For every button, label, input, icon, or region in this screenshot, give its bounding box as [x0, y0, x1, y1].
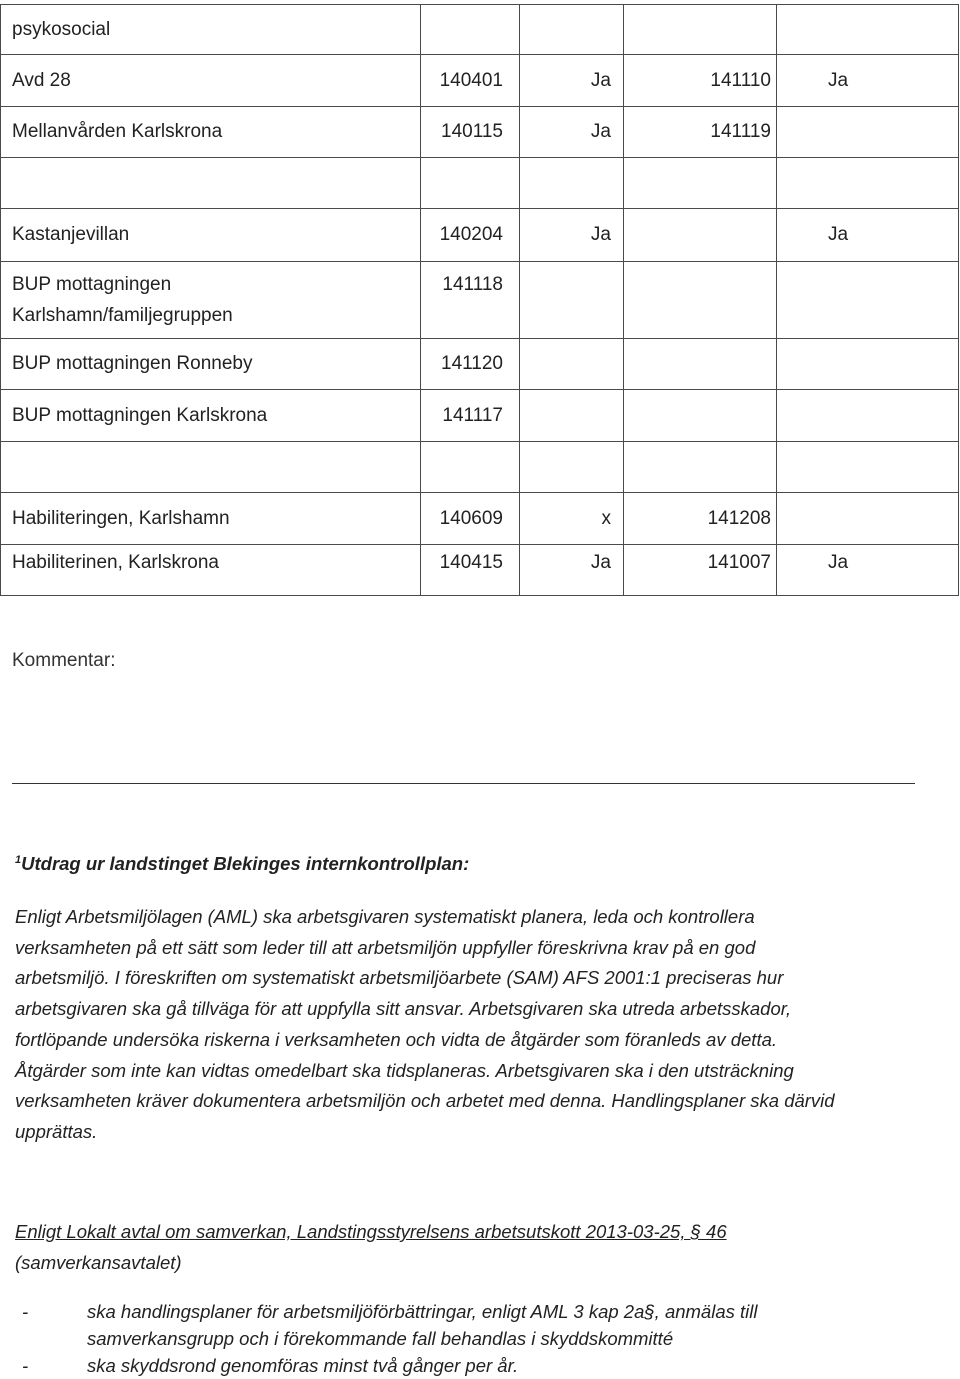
date-1: 140609: [421, 493, 520, 544]
paragraph-line: arbetsmiljö. I föreskriften om systematiskt arbetsmiljöarbete (SAM) AFS 2001:1 preciseras hur: [15, 967, 784, 989]
answer-2: Ja: [777, 55, 959, 106]
facility-name: [1, 442, 421, 492]
list-item: [15, 1298, 935, 1352]
facility-name: Kastanjevillan: [1, 209, 421, 261]
facility-name: BUP mottagningen Karlskrona: [1, 390, 421, 441]
table-row: [1, 55, 959, 107]
date-2: [624, 262, 777, 338]
footnote-title: [15, 853, 935, 875]
date-1: 141118: [421, 262, 520, 338]
paragraph-line: fortlöpande undersöka riskerna i verksamheten och vidta de åtgärder som föranleds av detta.: [15, 1028, 778, 1050]
paragraph-line: Åtgärder som inte kan vidtas omedelbart ska tidsplaneras. Arbetsgivaren ska i den utsträckning: [15, 1059, 794, 1081]
date-1: 140415: [421, 545, 520, 595]
date-1: [421, 5, 520, 54]
date-2: 141110: [624, 55, 777, 106]
date-1: 141117: [421, 390, 520, 441]
facility-name: Habiliterinen, Karlskrona: [1, 545, 421, 595]
facility-name: [1, 262, 421, 338]
agreement-line: (samverkansavtalet): [15, 1252, 182, 1273]
paragraph-line: verksamheten på ett sätt som leder till att arbetsmiljön uppfyller föreskrivna krav på en god: [15, 936, 756, 958]
answer-2: [777, 158, 959, 208]
facility-name-line: BUP mottagningen: [12, 274, 172, 295]
facility-name: [1, 158, 421, 208]
requirements-list: [15, 1298, 935, 1379]
answer-1: Ja: [520, 55, 624, 106]
table-row: [1, 390, 959, 442]
footnote-marker: 1: [15, 853, 22, 866]
date-2: [624, 339, 777, 389]
answer-1: [520, 5, 624, 54]
facility-table: [0, 4, 959, 596]
agreement-reference: [15, 1216, 935, 1278]
date-1: 140204: [421, 209, 520, 261]
paragraph-line: arbetsgivaren ska gå tillväga för att uppfylla sitt ansvar. Arbetsgivaren ska utreda arbetsskador,: [15, 998, 792, 1020]
list-bullet: -: [22, 1301, 29, 1322]
answer-2: [777, 262, 959, 338]
date-2: [624, 442, 777, 492]
list-item-line: ska skyddsrond genomföras minst två gånger per år.: [87, 1355, 519, 1376]
list-item-line: samverkansgrupp och i förekommande fall behandlas i skyddskommitté: [87, 1328, 674, 1349]
paragraph-line: Enligt Arbetsmiljölagen (AML) ska arbetsgivaren systematiskt planera, leda och kontrollera: [15, 906, 755, 927]
comment-label: Kommentar:: [12, 650, 116, 671]
facility-name: Habiliteringen, Karlshamn: [1, 493, 421, 544]
footnote-paragraph: [15, 902, 935, 1148]
date-1: 141120: [421, 339, 520, 389]
table-row: [1, 262, 959, 339]
answer-2: Ja: [777, 209, 959, 261]
table-row: [1, 5, 959, 55]
table-row: [1, 107, 959, 158]
date-1: 140115: [421, 107, 520, 157]
answer-2: [777, 390, 959, 441]
facility-name-line: Karlshamn/familjegruppen: [12, 305, 233, 326]
date-2: 141208: [624, 493, 777, 544]
date-1: [421, 442, 520, 492]
date-2: 141119: [624, 107, 777, 157]
facility-name: Avd 28: [1, 55, 421, 106]
answer-2: [777, 442, 959, 492]
answer-1: Ja: [520, 209, 624, 261]
list-item-line: ska handlingsplaner för arbetsmiljöförbättringar, enligt AML 3 kap 2a§, anmälas till: [87, 1301, 758, 1322]
answer-2: Ja: [777, 545, 959, 595]
table-row: [1, 158, 959, 209]
table-row: [1, 493, 959, 545]
answer-1: [520, 158, 624, 208]
answer-1: [520, 442, 624, 492]
table-row: [1, 545, 959, 596]
answer-1: [520, 339, 624, 389]
paragraph-line: upprättas.: [15, 1120, 98, 1142]
answer-2: [777, 339, 959, 389]
answer-2: [777, 107, 959, 157]
table-row: [1, 339, 959, 390]
answer-2: [777, 5, 959, 54]
answer-1: [520, 262, 624, 338]
date-2: [624, 5, 777, 54]
date-2: [624, 158, 777, 208]
list-bullet: -: [22, 1355, 29, 1376]
answer-2: [777, 493, 959, 544]
date-2: 141007: [624, 545, 777, 595]
facility-name: BUP mottagningen Ronneby: [1, 339, 421, 389]
facility-name: psykosocial: [1, 5, 421, 54]
date-1: 140401: [421, 55, 520, 106]
date-1: [421, 158, 520, 208]
footnote-separator: [12, 783, 915, 784]
answer-1: Ja: [520, 107, 624, 157]
facility-name: Mellanvården Karlskrona: [1, 107, 421, 157]
answer-1: x: [520, 493, 624, 544]
footnote-title-text: Utdrag ur landstinget Blekinges internkontrollplan:: [21, 853, 470, 874]
table-row: [1, 209, 959, 262]
list-item: [15, 1352, 935, 1379]
answer-1: [520, 390, 624, 441]
date-2: [624, 209, 777, 261]
date-2: [624, 390, 777, 441]
table-row: [1, 442, 959, 493]
answer-1: Ja: [520, 545, 624, 595]
paragraph-line: verksamheten kräver dokumentera arbetsmiljön och arbetet med denna. Handlingsplaner ska därvid: [15, 1090, 835, 1112]
agreement-line: Enligt Lokalt avtal om samverkan, Landstingsstyrelsens arbetsutskott 2013-03-25, § 46: [15, 1221, 727, 1242]
